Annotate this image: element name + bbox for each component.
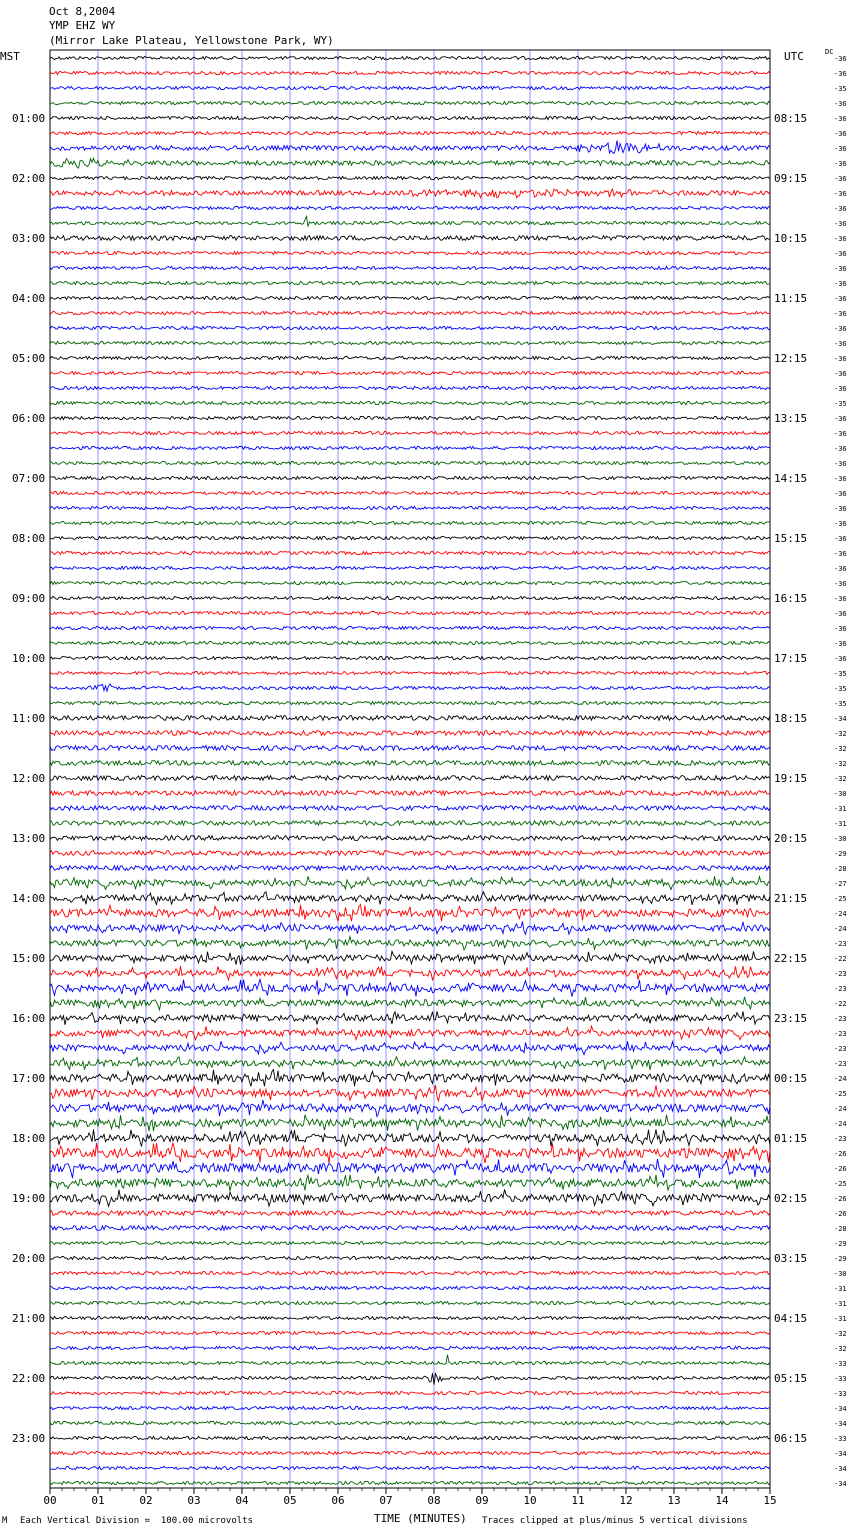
seismic-trace [50, 216, 770, 226]
x-tick-label: 03 [187, 1494, 201, 1507]
left-hour-label: 03:00 [12, 232, 46, 245]
left-hour-label: 08:00 [12, 532, 46, 545]
seismic-trace [50, 1355, 770, 1365]
seismic-trace [50, 176, 770, 179]
dc-offset-label: -36 [834, 610, 847, 618]
x-tick-label: 10 [523, 1494, 537, 1507]
left-hour-label: 14:00 [12, 892, 46, 905]
dc-offset-label: -36 [834, 175, 847, 183]
seismic-trace [50, 1406, 770, 1409]
dc-offset-label: -36 [834, 340, 847, 348]
dc-offset-label: -22 [834, 955, 847, 963]
seismic-trace [50, 836, 770, 841]
x-tick-label: 08 [427, 1494, 441, 1507]
x-tick-label: 00 [43, 1494, 57, 1507]
dc-offset-label: -28 [834, 1225, 847, 1233]
seismic-trace [50, 1241, 770, 1244]
x-tick-label: 07 [379, 1494, 393, 1507]
seismic-trace [50, 281, 770, 284]
left-hour-label: 21:00 [12, 1312, 46, 1325]
seismic-trace [50, 1271, 770, 1274]
dc-offset-label: -32 [834, 1345, 847, 1353]
right-hour-label: 22:15 [774, 952, 808, 965]
x-tick-label: 15 [763, 1494, 777, 1507]
dc-offset-label: -32 [834, 745, 847, 753]
dc-offset-label: -35 [834, 700, 847, 708]
dc-offset-label: -36 [834, 55, 847, 63]
left-hour-label: 13:00 [12, 832, 46, 845]
seismic-trace [50, 416, 770, 419]
dc-offset-label: -36 [834, 640, 847, 648]
seismic-trace [50, 446, 770, 449]
seismic-trace [50, 236, 770, 241]
right-hour-label: 18:15 [774, 712, 808, 725]
dc-offset-label: -36 [834, 580, 847, 588]
dc-offset-label: -34 [834, 1420, 847, 1428]
dc-offset-label: -24 [834, 910, 847, 918]
station-location: (Mirror Lake Plateau, Yellowstone Park, WY) [49, 34, 334, 47]
dc-offset-label: -36 [834, 595, 847, 603]
dc-offset-label: -34 [834, 1480, 847, 1488]
seismic-trace [50, 1256, 770, 1259]
right-hour-label: 11:15 [774, 292, 808, 305]
left-hour-label: 11:00 [12, 712, 46, 725]
seismic-trace [50, 1436, 770, 1439]
seismic-trace [50, 116, 770, 119]
seismic-trace [50, 521, 770, 524]
dc-offset-label: -27 [834, 880, 847, 888]
seismic-trace [50, 56, 770, 59]
dc-offset-label: -36 [834, 460, 847, 468]
seismic-trace [50, 922, 770, 935]
dc-offset-label: -36 [834, 130, 847, 138]
dc-offset-label: -36 [834, 160, 847, 168]
dc-offset-label: -23 [834, 940, 847, 948]
dc-offset-label: -31 [834, 1300, 847, 1308]
dc-offset-label: -36 [834, 430, 847, 438]
dc-offset-label: -36 [834, 505, 847, 513]
footer-mark: M [2, 1516, 8, 1526]
seismic-trace [50, 141, 770, 154]
station-code: YMP EHZ WY [49, 19, 116, 32]
dc-offset-label: -32 [834, 730, 847, 738]
seismic-trace [50, 189, 770, 198]
seismic-trace [50, 876, 770, 889]
dc-offset-label: -34 [834, 715, 847, 723]
dc-offset-label: -23 [834, 1045, 847, 1053]
x-tick-label: 09 [475, 1494, 489, 1507]
seismic-trace [50, 1373, 770, 1385]
dc-offset-label: -33 [834, 1360, 847, 1368]
dc-offset-label: -36 [834, 115, 847, 123]
dc-offset-label: -36 [834, 370, 847, 378]
seismic-trace [50, 966, 770, 980]
right-hour-label: 21:15 [774, 892, 808, 905]
right-hour-label: 19:15 [774, 772, 808, 785]
seismic-trace [50, 851, 770, 856]
dc-offset-label: -36 [834, 100, 847, 108]
seismic-trace [50, 1175, 770, 1191]
seismic-trace [50, 791, 770, 796]
seismic-trace [50, 1226, 770, 1231]
dc-offset-label: -36 [834, 235, 847, 243]
seismic-trace [50, 997, 770, 1010]
seismic-trace [50, 806, 770, 811]
right-hour-label: 01:15 [774, 1132, 808, 1145]
clip-note: Traces clipped at plus/minus 5 vertical divisions [482, 1516, 748, 1526]
seismic-trace [50, 626, 770, 629]
seismic-trace [50, 71, 770, 74]
seismic-trace [50, 684, 770, 691]
right-hour-label: 04:15 [774, 1312, 808, 1325]
seismic-trace [50, 1481, 770, 1484]
dc-offset-label: -22 [834, 1000, 847, 1008]
seismic-trace [50, 716, 770, 721]
left-hour-label: 04:00 [12, 292, 46, 305]
dc-offset-label: -36 [834, 535, 847, 543]
dc-offset-label: -36 [834, 355, 847, 363]
right-hour-label: 20:15 [774, 832, 808, 845]
seismic-trace [50, 1115, 770, 1131]
dc-offset-label: -29 [834, 850, 847, 858]
left-hour-label: 07:00 [12, 472, 46, 485]
seismic-trace [50, 1301, 770, 1304]
seismic-trace [50, 1421, 770, 1424]
dc-label: DC [825, 48, 834, 56]
seismic-trace [50, 937, 770, 950]
seismic-trace [50, 596, 770, 599]
x-tick-label: 12 [619, 1494, 633, 1507]
dc-offset-label: -29 [834, 1240, 847, 1248]
dc-offset-label: -25 [834, 1090, 847, 1098]
seismic-trace [50, 1100, 770, 1117]
dc-offset-label: -36 [834, 445, 847, 453]
seismic-trace [50, 131, 770, 134]
left-hour-label: 15:00 [12, 952, 46, 965]
dc-offset-label: -34 [834, 1465, 847, 1473]
dc-offset-label: -35 [834, 670, 847, 678]
dc-offset-label: -36 [834, 415, 847, 423]
dc-offset-label: -23 [834, 1135, 847, 1143]
dc-offset-label: -34 [834, 1450, 847, 1458]
seismic-trace [50, 611, 770, 614]
dc-offset-label: -31 [834, 820, 847, 828]
seismic-trace [50, 296, 770, 299]
dc-offset-label: -28 [834, 865, 847, 873]
dc-offset-label: -36 [834, 190, 847, 198]
dc-offset-label: -36 [834, 550, 847, 558]
dc-offset-label: -36 [834, 145, 847, 153]
left-hour-label: 05:00 [12, 352, 46, 365]
seismic-trace [50, 101, 770, 104]
dc-offset-label: -36 [834, 475, 847, 483]
seismic-trace [50, 461, 770, 464]
dc-offset-label: -31 [834, 805, 847, 813]
dc-offset-label: -36 [834, 520, 847, 528]
seismic-trace [50, 86, 770, 89]
x-tick-label: 01 [91, 1494, 105, 1507]
dc-offset-label: -36 [834, 325, 847, 333]
seismic-trace [50, 1331, 770, 1334]
dc-offset-label: -36 [834, 295, 847, 303]
x-tick-label: 14 [715, 1494, 729, 1507]
dc-offset-label: -29 [834, 1255, 847, 1263]
right-hour-label: 03:15 [774, 1252, 808, 1265]
seismic-trace [50, 356, 770, 359]
dc-offset-label: -30 [834, 1270, 847, 1278]
right-timezone-label: UTC [784, 50, 804, 63]
seismic-trace [50, 476, 770, 479]
seismic-trace [50, 581, 770, 584]
seismic-trace [50, 776, 770, 781]
seismic-trace [50, 905, 770, 922]
seismic-trace [50, 566, 770, 569]
chart-date: Oct 8,2004 [49, 5, 116, 18]
seismic-trace [50, 1057, 770, 1070]
left-hour-label: 23:00 [12, 1432, 46, 1445]
seismic-trace [50, 341, 770, 344]
right-hour-label: 08:15 [774, 112, 808, 125]
seismic-trace [50, 206, 770, 209]
dc-offset-label: -33 [834, 1390, 847, 1398]
seismic-trace [50, 371, 770, 374]
seismic-trace [50, 671, 770, 674]
dc-offset-label: -36 [834, 220, 847, 228]
x-tick-label: 13 [667, 1494, 681, 1507]
seismic-trace [50, 731, 770, 736]
right-hour-label: 17:15 [774, 652, 808, 665]
left-hour-label: 06:00 [12, 412, 46, 425]
left-hour-label: 09:00 [12, 592, 46, 605]
dc-offset-label: -36 [834, 250, 847, 258]
dc-offset-label: -36 [834, 280, 847, 288]
dc-offset-label: -23 [834, 1060, 847, 1068]
dc-offset-label: -24 [834, 1075, 847, 1083]
seismic-trace [50, 1129, 770, 1146]
seismic-trace [50, 1466, 770, 1469]
dc-offset-label: -32 [834, 775, 847, 783]
dc-offset-label: -23 [834, 1030, 847, 1038]
seismic-trace [50, 746, 770, 751]
dc-offset-label: -36 [834, 625, 847, 633]
seismic-trace [50, 761, 770, 766]
seismic-trace [50, 386, 770, 389]
right-hour-label: 15:15 [774, 532, 808, 545]
seismic-trace [50, 1026, 770, 1040]
left-timezone-label: MST [0, 50, 20, 63]
seismic-trace [50, 401, 770, 404]
seismic-trace [50, 1159, 770, 1178]
seismic-trace [50, 1316, 770, 1319]
dc-offset-label: -33 [834, 1375, 847, 1383]
left-hour-label: 18:00 [12, 1132, 46, 1145]
left-hour-label: 19:00 [12, 1192, 46, 1205]
dc-offset-label: -26 [834, 1195, 847, 1203]
x-tick-label: 04 [235, 1494, 249, 1507]
left-hour-label: 22:00 [12, 1372, 46, 1385]
seismic-trace [50, 1451, 770, 1454]
dc-offset-label: -31 [834, 1285, 847, 1293]
seismic-trace [50, 326, 770, 329]
dc-offset-label: -23 [834, 970, 847, 978]
seismic-trace [50, 866, 770, 871]
right-hour-label: 23:15 [774, 1012, 808, 1025]
seismic-trace [50, 431, 770, 434]
dc-offset-label: -24 [834, 1105, 847, 1113]
x-tick-label: 02 [139, 1494, 153, 1507]
seismic-trace [50, 656, 770, 659]
x-tick-label: 11 [571, 1494, 585, 1507]
seismic-trace [50, 821, 770, 826]
right-hour-label: 12:15 [774, 352, 808, 365]
x-axis-label: TIME (MINUTES) [374, 1512, 467, 1525]
seismic-trace [50, 491, 770, 494]
dc-offset-label: -24 [834, 1120, 847, 1128]
seismic-trace [50, 1011, 770, 1025]
dc-offset-label: -36 [834, 490, 847, 498]
seismic-trace [50, 892, 770, 905]
seismic-trace [50, 506, 770, 509]
right-hour-label: 14:15 [774, 472, 808, 485]
seismic-trace [50, 1041, 770, 1054]
left-hour-label: 02:00 [12, 172, 46, 185]
dc-offset-label: -23 [834, 1015, 847, 1023]
dc-offset-label: -25 [834, 1180, 847, 1188]
seismic-trace [50, 536, 770, 539]
left-hour-label: 01:00 [12, 112, 46, 125]
dc-offset-label: -32 [834, 1330, 847, 1338]
right-hour-label: 16:15 [774, 592, 808, 605]
dc-offset-label: -26 [834, 1150, 847, 1158]
dc-offset-label: -26 [834, 1165, 847, 1173]
dc-offset-label: -36 [834, 70, 847, 78]
dc-offset-label: -36 [834, 205, 847, 213]
seismic-trace [50, 251, 770, 254]
dc-offset-label: -34 [834, 1405, 847, 1413]
dc-offset-label: -30 [834, 835, 847, 843]
dc-offset-label: -31 [834, 1315, 847, 1323]
seismic-trace [50, 1286, 770, 1289]
dc-offset-label: -25 [834, 895, 847, 903]
dc-offset-label: -30 [834, 790, 847, 798]
left-hour-label: 10:00 [12, 652, 46, 665]
left-hour-label: 20:00 [12, 1252, 46, 1265]
dc-offset-label: -36 [834, 385, 847, 393]
seismic-trace [50, 551, 770, 554]
right-hour-label: 10:15 [774, 232, 808, 245]
seismic-trace [50, 266, 770, 269]
dc-offset-label: -24 [834, 925, 847, 933]
x-tick-label: 05 [283, 1494, 297, 1507]
scale-note: Each Vertical Division = 100.00 microvolts [20, 1516, 253, 1526]
dc-offset-label: -32 [834, 760, 847, 768]
dc-offset-label: -35 [834, 400, 847, 408]
dc-offset-label: -26 [834, 1210, 847, 1218]
dc-offset-label: -23 [834, 985, 847, 993]
seismic-trace [50, 951, 770, 964]
left-hour-label: 16:00 [12, 1012, 46, 1025]
right-hour-label: 00:15 [774, 1072, 808, 1085]
seismic-trace [50, 641, 770, 644]
dc-offset-label: -33 [834, 1435, 847, 1443]
seismic-trace [50, 311, 770, 314]
seismic-trace [50, 1211, 770, 1216]
seismic-trace [50, 701, 770, 704]
right-hour-label: 13:15 [774, 412, 808, 425]
right-hour-label: 02:15 [774, 1192, 808, 1205]
left-hour-label: 12:00 [12, 772, 46, 785]
seismic-trace [50, 979, 770, 996]
seismic-trace [50, 1391, 770, 1394]
seismic-trace [50, 1085, 770, 1101]
dc-offset-label: -36 [834, 310, 847, 318]
dc-offset-label: -36 [834, 655, 847, 663]
right-hour-label: 06:15 [774, 1432, 808, 1445]
x-tick-label: 06 [331, 1494, 345, 1507]
left-hour-label: 17:00 [12, 1072, 46, 1085]
seismic-trace [50, 1143, 770, 1163]
dc-offset-label: -35 [834, 685, 847, 693]
seismic-trace [50, 1189, 770, 1206]
seismic-trace [50, 1070, 770, 1087]
dc-offset-label: -35 [834, 85, 847, 93]
dc-offset-label: -36 [834, 265, 847, 273]
right-hour-label: 05:15 [774, 1372, 808, 1385]
dc-offset-label: -36 [834, 565, 847, 573]
seismic-trace [50, 158, 770, 168]
right-hour-label: 09:15 [774, 172, 808, 185]
seismic-trace [50, 1346, 770, 1349]
